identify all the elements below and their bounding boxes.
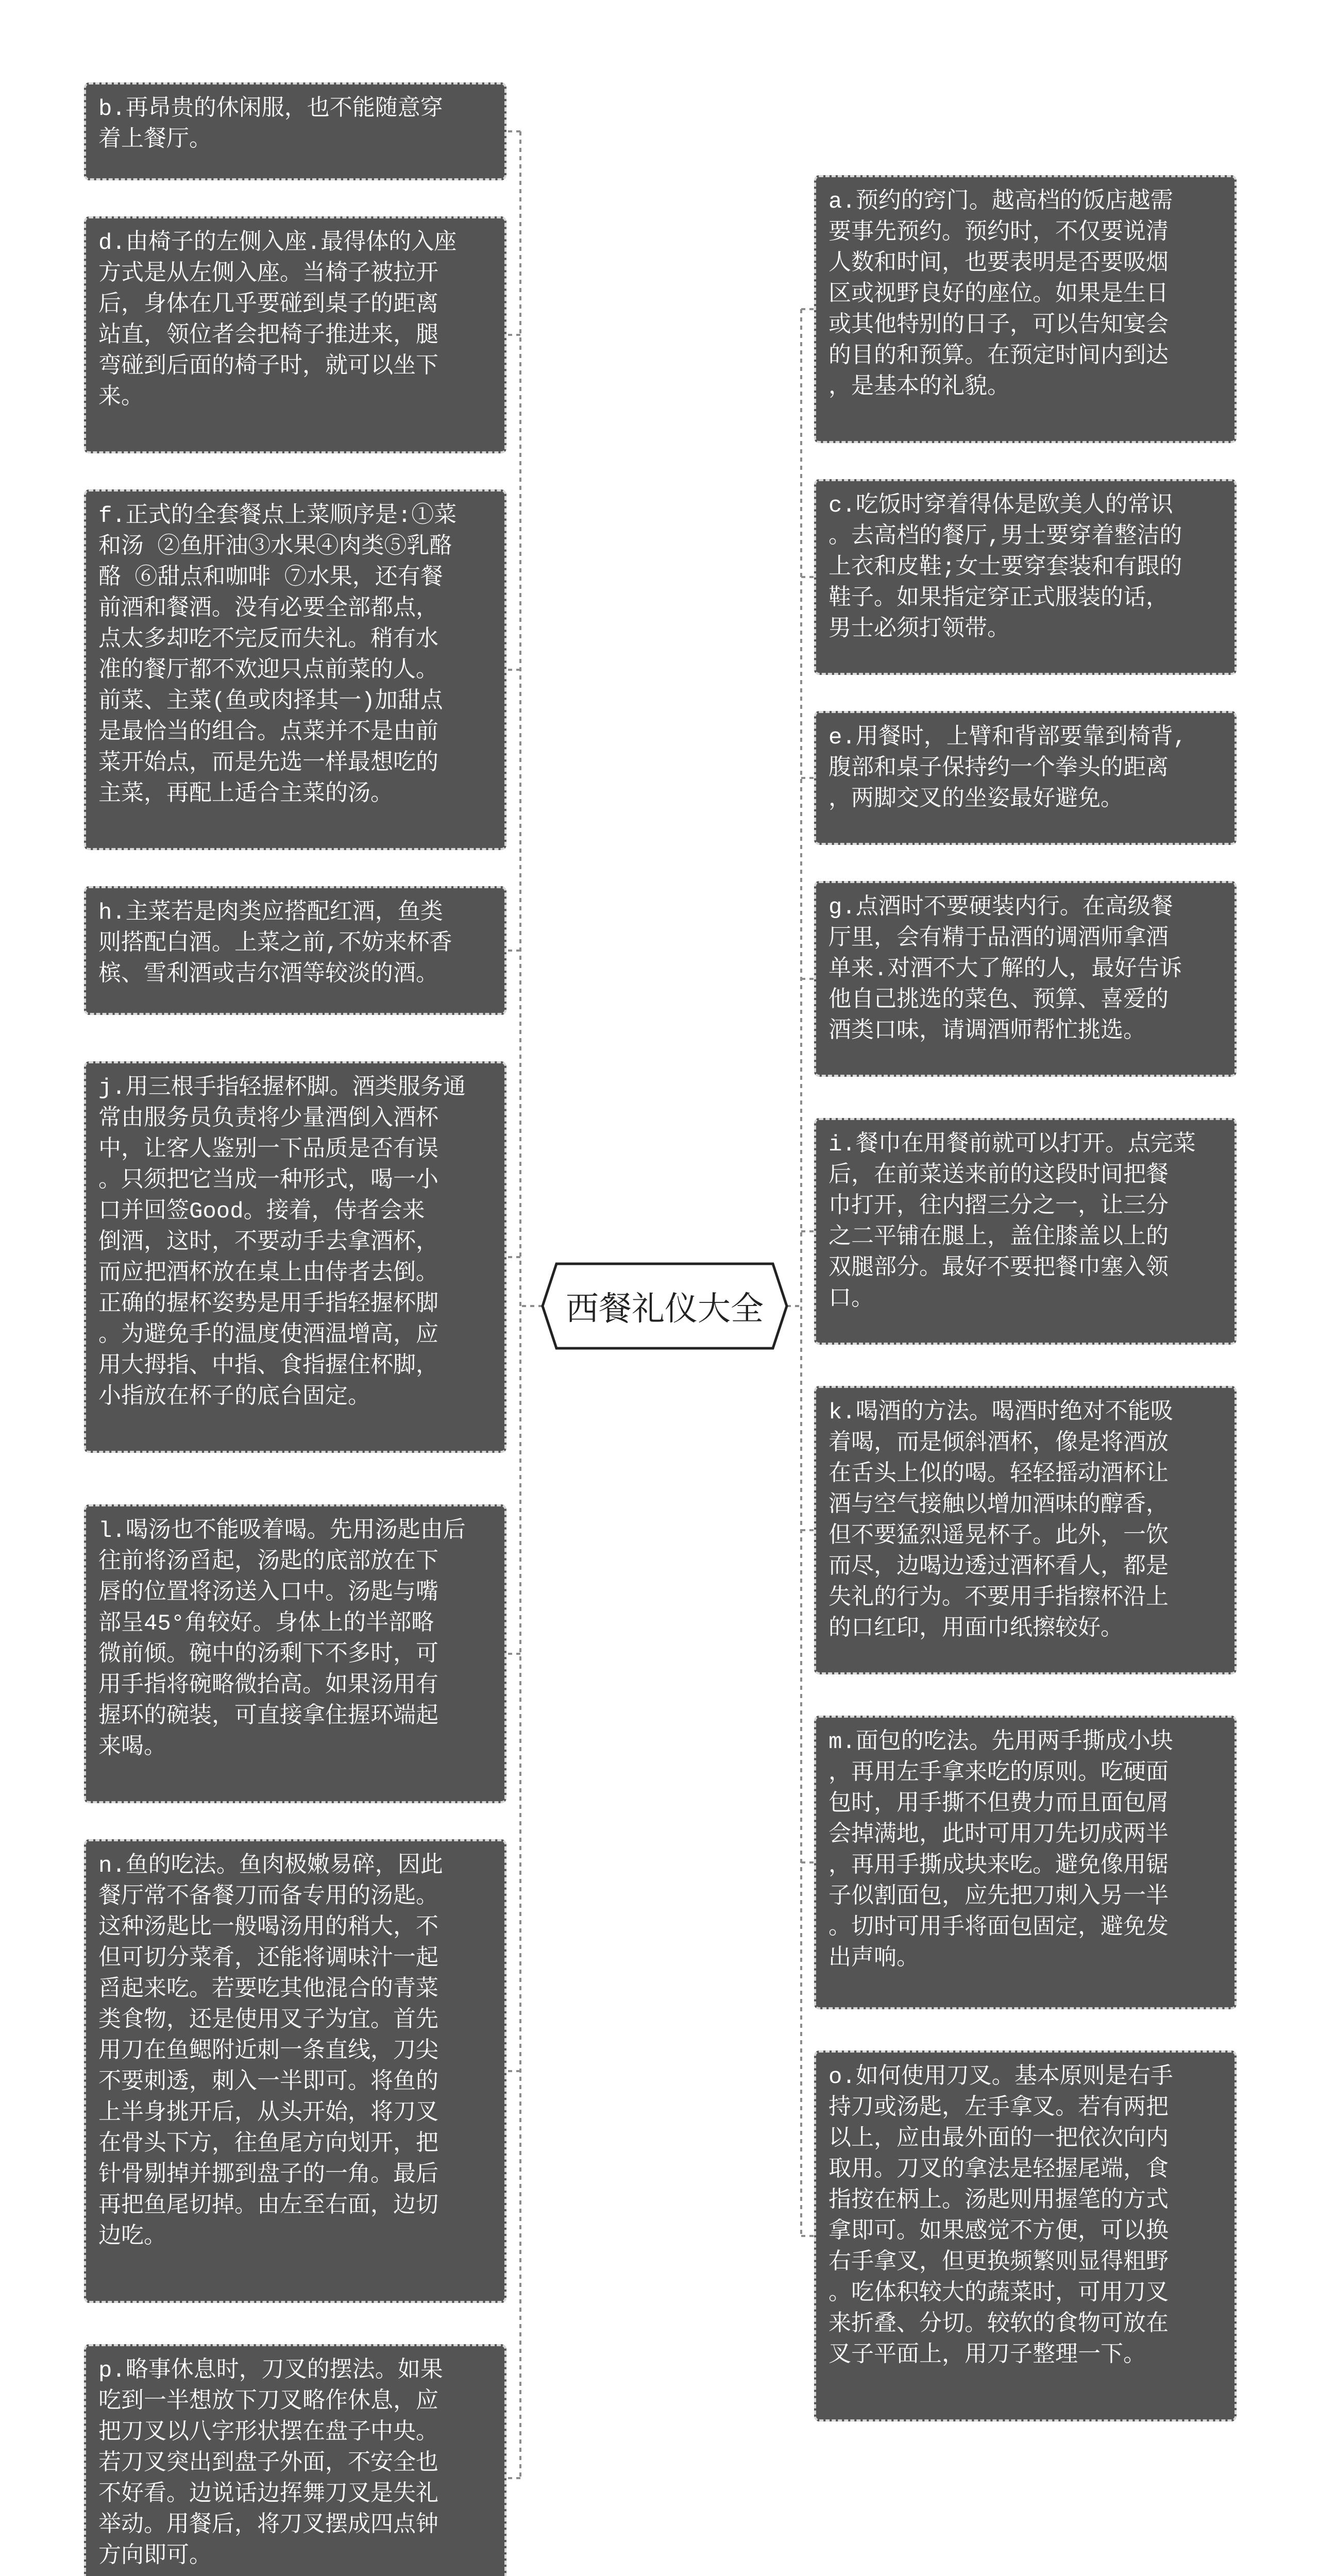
- node-j[interactable]: j.用三根手指轻握杯脚。酒类服务通 常由服务员负责将少量酒倒入酒杯 中，让客人鉴别一下品质是否有误 。只须把它当成一种形式，喝一小 口并回签Good。接着，侍者会来 倒酒，这时，不要动手去拿酒杯， 而应把酒杯放在桌上由侍者去倒。 正确的握杯姿势是用手指轻握杯脚 。为避免手的温度使酒温增高，应 用大拇指、中指、食指握住杯脚， 小指放在杯子的底台固定。: [84, 1061, 506, 1453]
- node-f[interactable]: f.正式的全套餐点上菜顺序是:①菜 和汤 ②鱼肝油③水果④肉类⑤乳酪 酪 ⑥甜点和咖啡 ⑦水果，还有餐 前酒和餐酒。没有必要全部都点， 点太多却吃不完反而失礼。稍有水 准的餐厅都不欢迎只点前菜的人。 前菜、主菜(鱼或肉择其一)加甜点 是最恰当的组合。点菜并不是由前 菜开始点，而是先选一样最想吃的 主菜，再配上适合主菜的汤。: [84, 489, 506, 850]
- node-m[interactable]: m.面包的吃法。先用两手撕成小块 ，再用左手拿来吃的原则。吃硬面 包时，用手撕不但费力而且面包屑 会掉满地，此时可用刀先切成两半 ，再用手撕成块来吃。避免像用锯 子似割面包，应先把刀刺入另一半 。切时可用手将面包固定，避免发 出声响。: [814, 1716, 1237, 2009]
- node-c[interactable]: c.吃饭时穿着得体是欧美人的常识 。去高档的餐厅,男士要穿着整洁的 上衣和皮鞋;女士要穿套装和有跟的 鞋子。如果指定穿正式服装的话， 男士必须打领带。: [814, 479, 1237, 675]
- node-p[interactable]: p.略事休息时，刀叉的摆法。如果 吃到一半想放下刀叉略作休息，应 把刀叉以八字形状摆在盘子中央。 若刀叉突出到盘子外面，不安全也 不好看。边说话边挥舞刀叉是失礼 举动。用餐后，将刀叉摆成四点钟 方向即可。: [84, 2344, 506, 2576]
- node-a[interactable]: a.预约的窍门。越高档的饭店越需 要事先预约。预约时，不仅要说清 人数和时间，也要表明是否要吸烟 区或视野良好的座位。如果是生日 或其他特别的日子，可以告知宴会 的目的和预算。在预定时间内到达 ，是基本的礼貌。: [814, 175, 1237, 443]
- center-topic[interactable]: [541, 1262, 788, 1350]
- node-b[interactable]: b.再昂贵的休闲服，也不能随意穿 着上餐厅。: [84, 82, 506, 180]
- node-l[interactable]: l.喝汤也不能吸着喝。先用汤匙由后 往前将汤舀起，汤匙的底部放在下 唇的位置将汤送入口中。汤匙与嘴 部呈45°角较好。身体上的半部略 微前倾。碗中的汤剩下不多时，可 用手指将碗略微抬高。如果汤用有 握环的碗装，可直接拿住握环端起 来喝。: [84, 1504, 506, 1803]
- node-g[interactable]: g.点酒时不要硬装内行。在高级餐 厅里，会有精于品酒的调酒师拿酒 单来.对酒不大了解的人，最好告诉 他自己挑选的菜色、预算、喜爱的 酒类口味，请调酒师帮忙挑选。: [814, 881, 1237, 1077]
- node-d[interactable]: d.由椅子的左侧入座.最得体的入座 方式是从左侧入座。当椅子被拉开 后，身体在几乎要碰到桌子的距离 站直，领位者会把椅子推进来，腿 弯碰到后面的椅子时，就可以坐下 来。: [84, 216, 506, 453]
- node-e[interactable]: e.用餐时，上臂和背部要靠到椅背, 腹部和桌子保持约一个拳头的距离 ，两脚交叉的坐姿最好避免。: [814, 711, 1237, 845]
- center-title: 西餐礼仪大全: [566, 1290, 764, 1328]
- node-o[interactable]: o.如何使用刀叉。基本原则是右手 持刀或汤匙，左手拿叉。若有两把 以上，应由最外面的一把依次向内 取用。刀叉的拿法是轻握尾端，食 指按在柄上。汤匙则用握笔的方式 拿即可。如果感觉不方便，可以换 右手拿叉，但更换频繁则显得粗野 。吃体积较大的蔬菜时，可用刀叉 来折叠、分切。较软的食物可放在 叉子平面上，用刀子整理一下。: [814, 2050, 1237, 2421]
- node-k[interactable]: k.喝酒的方法。喝酒时绝对不能吸 着喝，而是倾斜酒杯，像是将酒放 在舌头上似的喝。轻轻摇动酒杯让 酒与空气接触以增加酒味的醇香， 但不要猛烈遥晃杯子。此外，一饮 而尽，边喝边透过酒杯看人，都是 失礼的行为。不要用手指擦杯沿上 的口红印，用面巾纸擦较好。: [814, 1386, 1237, 1674]
- node-h[interactable]: h.主菜若是肉类应搭配红酒，鱼类 则搭配白酒。上菜之前,不妨来杯香 槟、雪利酒或吉尔酒等较淡的酒。: [84, 886, 506, 1015]
- node-i[interactable]: i.餐巾在用餐前就可以打开。点完菜 后，在前菜送来前的这段时间把餐 巾打开，往内摺三分之一，让三分 之二平铺在腿上，盖住膝盖以上的 双腿部分。最好不要把餐巾塞入领 口。: [814, 1118, 1237, 1345]
- node-n[interactable]: n.鱼的吃法。鱼肉极嫩易碎，因此 餐厅常不备餐刀而备专用的汤匙。 这种汤匙比一般喝汤用的稍大，不 但可切分菜肴，还能将调味汁一起 舀起来吃。若要吃其他混合的青菜 类食物，还是使用叉子为宜。首先 用刀在鱼鳃附近刺一条直线，刀尖 不要刺透，刺入一半即可。将鱼的 上半身挑开后，从头开始，将刀叉 在骨头下方，往鱼尾方向划开，把 针骨剔掉并挪到盘子的一角。最后 再把鱼尾切掉。由左至右面，边切 边吃。: [84, 1839, 506, 2303]
